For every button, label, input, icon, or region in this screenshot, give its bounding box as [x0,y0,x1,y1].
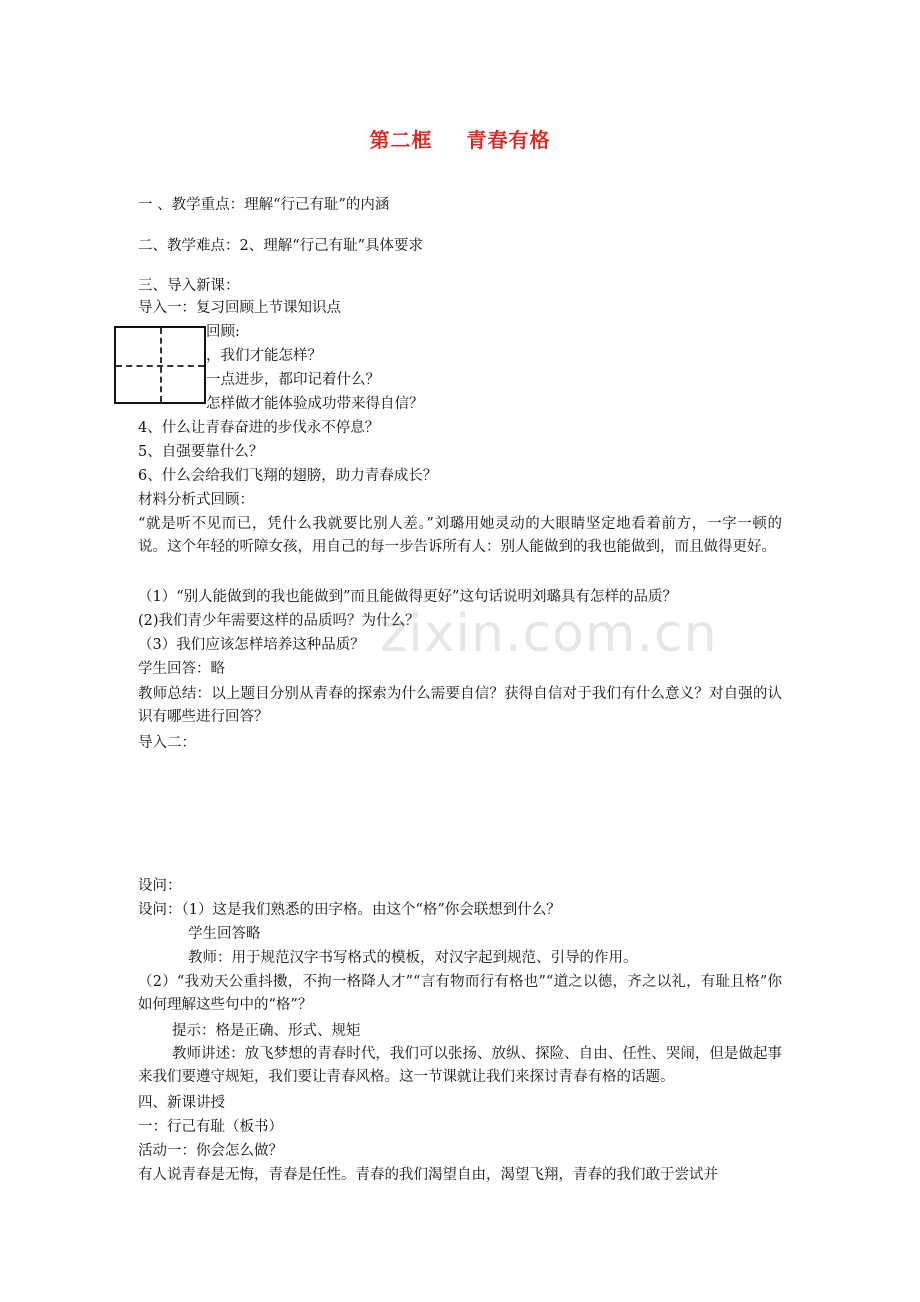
intro-two: 导入二： [138,735,196,751]
teacher-explanation: 教师：用于规范汉字书写格式的模板，对汉字起到规范、引导的作用。 [188,950,638,966]
student-answer-2: 学生回答略 [188,926,261,942]
subsection-1: 一：行己有耻（板书） [138,1119,283,1135]
material-analysis-heading: 材料分析式回顾： [138,492,254,508]
question-1: 设问：（1）这是我们熟悉的田字格。由这个“格”你会联想到什么？ [138,902,561,918]
teaching-difficulty: 二、教学难点：2、理解“行己有耻”具体要求 [138,238,424,254]
teacher-summary: 教师总结：以上题目分别从青春的探索为什么需要自信？获得自信对于我们有什么意义？对自强的认识有哪些进行回答？ [138,686,782,725]
question-2-paragraph: （2）“我劝天公重抖擞，不拘一格降人才”“言有物而行有格也”“道之以德，齐之以礼，有耻且格”你如何理解这些句中的“格”？ [138,974,782,1013]
section-intro-heading: 三、导入新课： [138,278,240,294]
student-answer: 学生回答：略 [138,661,225,677]
section-new-lesson: 四、新课讲授 [138,1095,225,1111]
activity-paragraph: 有人说青春是无悔，青春是任性。青春的我们渴望自由，渴望飞翔，青春的我们敢于尝试并 [138,1167,718,1183]
hint: 提示：格是正确、形式、规矩 [172,1023,361,1039]
review-question-3: 怎样做才能体验成功带来得自信？ [206,396,424,412]
review-question-2: 一点进步，都印记着什么？ [206,372,380,388]
material-question-1: （1）“别人能做到的我也能做到”而且能做得更好”这句话说明刘璐具有怎样的品质？ [138,589,677,605]
review-question-1: ，我们才能怎样？ [206,348,322,364]
activity-1: 活动一：你会怎么做？ [138,1143,283,1159]
tian-grid-figure [114,326,206,404]
teaching-focus: 一 、教学重点：理解“行己有耻”的内涵 [138,197,390,213]
review-question-5: 5、自强要靠什么？ [138,444,264,460]
page-title [0,124,920,153]
material-question-3: （3）我们应该怎样培养这种品质？ [138,637,365,653]
title-part-2: 青春有格 [466,128,551,152]
teacher-narration: 教师讲述：放飞梦想的青春时代，我们可以张扬、放纵、探险、自由、任性、哭闹，但是做起事来我们要遵守规矩，我们要让青春风格。这一节课就让我们来探讨青春有格的话题。 [138,1046,782,1085]
material-question-2: (2)我们青少年需要这样的品质吗？为什么？ [138,613,420,629]
watermark: zixin.com.cn [380,604,718,664]
title-part-1: 第二框 [369,128,433,152]
intro-one: 导入一：复习回顾上节课知识点 [138,300,341,316]
question-label: 设问： [138,878,182,894]
review-question-6: 6、什么会给我们飞翔的翅膀，助力青春成长？ [138,468,438,484]
material-paragraph: “就是听不见而已，凭什么我就要比别人差。”刘璐用她灵动的大眼睛坚定地看着前方，一字一顿的说。这个年轻的听障女孩，用自己的每一步告诉所有人：别人能做到的我也能做到，而且做得更好。 [138,516,782,555]
review-question-4: 4、什么让青春奋进的步伐永不停息？ [138,420,380,436]
review-label: 回顾: [206,324,240,340]
